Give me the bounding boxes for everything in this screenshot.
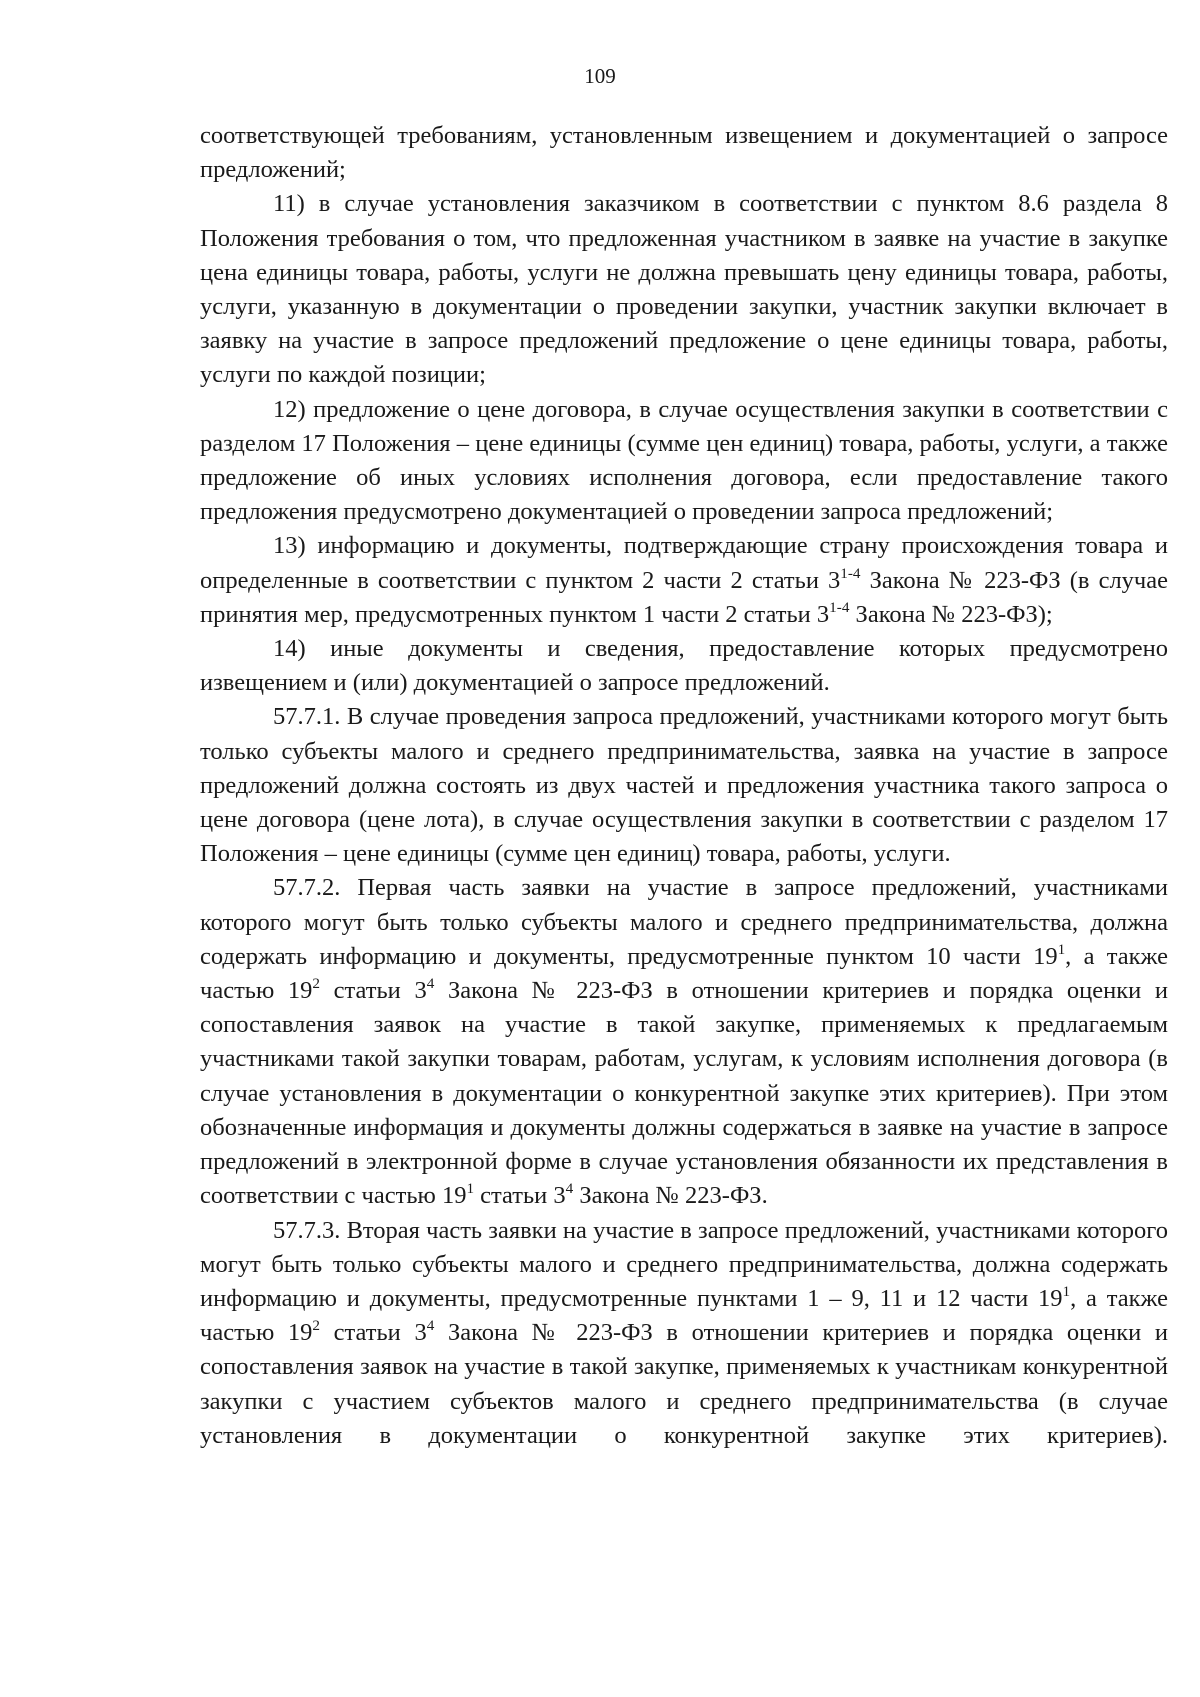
superscript: 1 [1062,1283,1071,1300]
paragraph-text: , а также частью 19 [200,1284,1168,1347]
paragraph [200,393,1168,530]
paragraph-text: Закона № 223-ФЗ); [849,600,1053,628]
paragraph [200,632,1168,700]
superscript: 1 [466,1180,475,1198]
superscript: 4 [426,975,435,993]
paragraph-text: 57.7.2. Первая часть заявки на участие в запросе предложений, участниками которого могут быть только субъекты малого и среднего предпринимательства, должна содержать информацию и документы, предусмотренные пунктом 10 части 19 [200,874,1168,970]
superscript: 4 [565,1180,574,1198]
paragraph-text: соответствующей требованиям, установленным извещением и документацией о запросе предложений; [200,122,1168,184]
paragraph-text: 57.7.1. В случае проведения запроса предложений, участниками которого могут быть только субъекты малого и среднего предпринимательства, заявка на участие в запросе предложений должна состоять из двух частей и предложения участника такого запроса о цене договора (цене лота), в случае осуществления закупки в соответствии с разделом 17 Положения – цене единицы (сумме цен единиц) товара, работы, услуги. [200,703,1168,868]
superscript: 1-4 [840,564,861,582]
superscript: 2 [312,975,321,993]
paragraph-text: 13) информацию и документы, подтверждающие страну происхождения товара и определенные в соответствии с пунктом 2 части 2 статьи 3 [200,532,1168,594]
superscript: 1 [1057,940,1066,958]
paragraph-text: , а также частью 19 [200,942,1168,1005]
paragraph-text: статьи 3 [320,977,427,1005]
paragraph-text: статьи 3 [320,1319,427,1347]
paragraph-text: 11) в случае установления заказчиком в соответствии с пунктом 8.6 раздела 8 Положения требования о том, что предложенная участником в заявке на участие в закупке цена единицы товара, работы, услуги не должна превышать цену единицы товара, работы, услуги, указанную в документации о проведении закупки, участник закупки включает в заявку на участие в запросе предложений предложение о цене единицы товара, работы, услуги по каждой позиции; [200,190,1168,389]
paragraph-text: Закона № 223-ФЗ в отношении критериев и порядка оценки и сопоставления заявок на участие в такой закупке, применяемых к участникам конкурентной закупки с участием субъектов малого и среднего предпринимательства (в случае установления в документации о конкурентной закупке этих критериев). [200,1319,1168,1449]
paragraph [200,700,1168,871]
paragraph-text: 57.7.3. Вторая часть заявки на участие в запросе предложений, участниками которого могут быть только субъекты малого и среднего предпринимательства, должна содержать информацию и документы, предусмотренные пунктами 1 – 9, 11 и 12 части 19 [200,1216,1168,1312]
paragraph [200,1214,1168,1453]
paragraph-text: статьи 3 [474,1182,566,1210]
paragraph [200,119,1168,187]
superscript: 1-4 [829,598,850,616]
superscript: 4 [426,1317,435,1335]
page-number: 109 [584,64,616,88]
paragraph [200,529,1168,632]
paragraph-text: Закона № 223-ФЗ (в случае принятия мер, предусмотренных пунктом 1 части 2 статьи 3 [200,566,1168,628]
document-body [200,119,1168,1453]
superscript: 2 [312,1317,321,1335]
paragraph [200,871,1168,1213]
paragraph [200,187,1168,392]
paragraph-text: 12) предложение о цене договора, в случае осуществления закупки в соответствии с разделом 17 Положения – цене единицы (сумме цен единиц) товара, работы, услуги, а также предложение об иных условиях исполнения договора, если предоставление такого предложения предусмотрено документацией о проведении запроса предложений; [200,395,1168,526]
paragraph-text: 14) иные документы и сведения, предоставление которых предусмотрено извещением и (или) документацией о запросе предложений. [200,635,1168,697]
paragraph-text: Закона № 223-ФЗ в отношении критериев и порядка оценки и сопоставления заявок на участие в такой закупке, применяемых к предлагаемым участниками такой закупки товарам, работам, услугам, к условиям исполнения договора (в случае установления в документации о конкурентной закупке этих критериев). При этом обозначенные информация и документы должны содержаться в заявке на участие в запросе предложений в электронной форме в случае установления обязанности их представления в соответствии с частью 19 [200,977,1168,1210]
paragraph-text: Закона № 223-ФЗ. [573,1182,768,1210]
